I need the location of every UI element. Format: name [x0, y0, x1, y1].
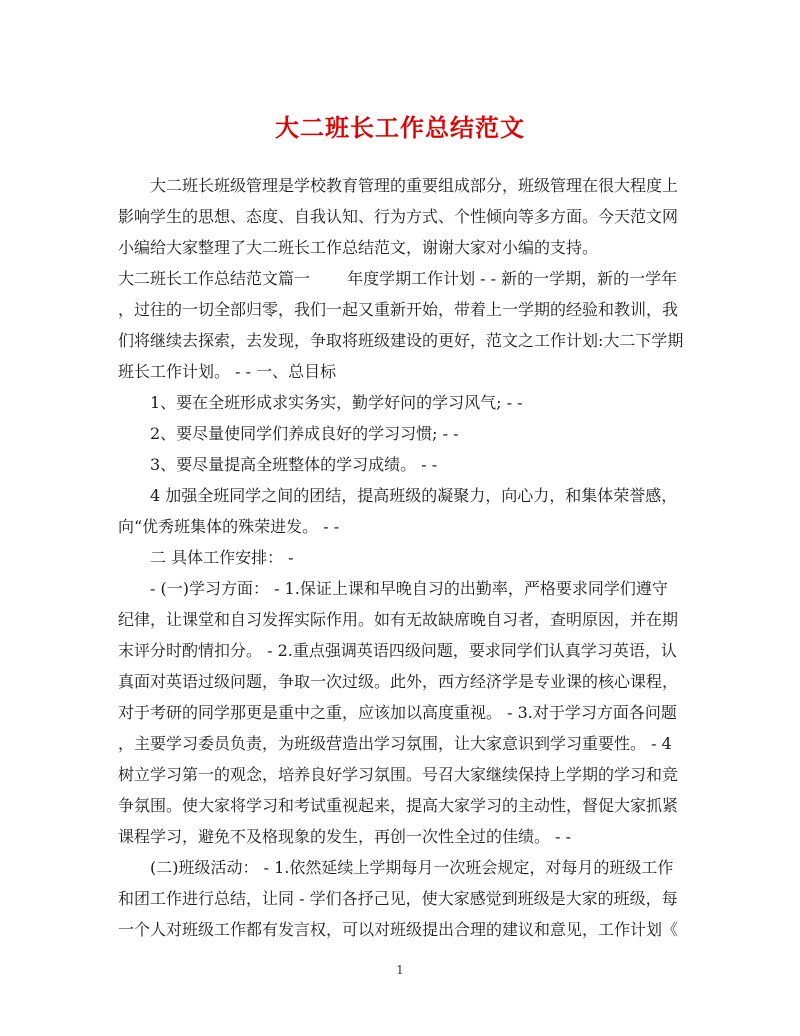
document-title: 大二班长工作总结范文 [275, 113, 525, 142]
body-line: ，过往的一切全部归零，我们一起又重新开始，带着上一学期的经验和教训，我 [118, 300, 679, 319]
body-line: 末评分时酌情扣分。 - 2.重点强调英语四级问题，要求同学们认真学习英语，认 [118, 641, 677, 660]
body-line: 大二班长工作总结范文篇一 年度学期工作计划 - - 新的一学期，新的一学年 [118, 269, 678, 288]
body-line: 对于考研的同学那更是重中之重，应该加以高度重视。 - 3.对于学习方面各问题 [118, 703, 677, 722]
page-number: 1 [396, 963, 404, 977]
body-line: 真面对英语过级问题，争取一次过级。此外，西方经济学是专业课的核心课程， [118, 672, 679, 691]
body-line: 树立学习第一的观念，培养良好学习氛围。号召大家继续保持上学期的学习和竞 [118, 765, 679, 784]
body-line: 纪律，让课堂和自习发挥实际作用。如有无故缺席晚自习者，查明原因，并在期 [118, 610, 679, 629]
body-line: 影响学生的思想、态度、自我认知、行为方式、个性倾向等多方面。今天范文网 [118, 207, 679, 226]
body-line: 小编给大家整理了大二班长工作总结范文，谢谢大家对小编的支持。 [118, 238, 599, 257]
body-line: (二)班级活动： - 1.依然延续上学期每月一次班会规定，对每月的班级工作 [118, 858, 674, 877]
body-line: 2、要尽量使同学们养成良好的学习习惯; - - [118, 424, 459, 443]
body-line: 二 具体工作安排： - [118, 548, 294, 567]
body-line: 3、要尽量提高全班整体的学习成绩。 - - [118, 455, 438, 474]
body-line: 向“优秀班集体的殊荣进发。 - - [118, 517, 340, 536]
body-line: 1、要在全班形成求实务实，勤学好问的学习风气; - - [118, 393, 523, 412]
body-line: 4 加强全班同学之间的团结，提高班级的凝聚力，向心力，和集体荣誉感， [118, 486, 678, 505]
body-line: ，主要学习委员负责，为班级营造出学习氛围，让大家意识到学习重要性。 - 4 [118, 734, 672, 753]
body-line: 争氛围。使大家将学习和考试重视起来，提高大家学习的主动性，督促大家抓紧 [118, 796, 679, 815]
body-line: 课程学习，避免不及格现象的发生，再创一次性全过的佳绩。 - - [118, 827, 571, 846]
body-line: 们将继续去探索，去发现，争取将班级建设的更好，范文之工作计划:大二下学期 [118, 331, 684, 350]
body-line: 大二班长班级管理是学校教育管理的重要组成部分，班级管理在很大程度上 [118, 176, 679, 195]
body-line: 一个人对班级工作都有发言权，可以对班级提出合理的建议和意见，工作计划《 [118, 920, 679, 939]
body-line: - (一)学习方面： - 1.保证上课和早晚自习的出勤率，严格要求同学们遵守 [118, 579, 668, 598]
body-line: 和团工作进行总结，让同 - 学们各抒己见，使大家感觉到班级是大家的班级，每 [118, 889, 678, 908]
body-line: 班长工作计划。 - - 一、总目标 [118, 362, 337, 381]
